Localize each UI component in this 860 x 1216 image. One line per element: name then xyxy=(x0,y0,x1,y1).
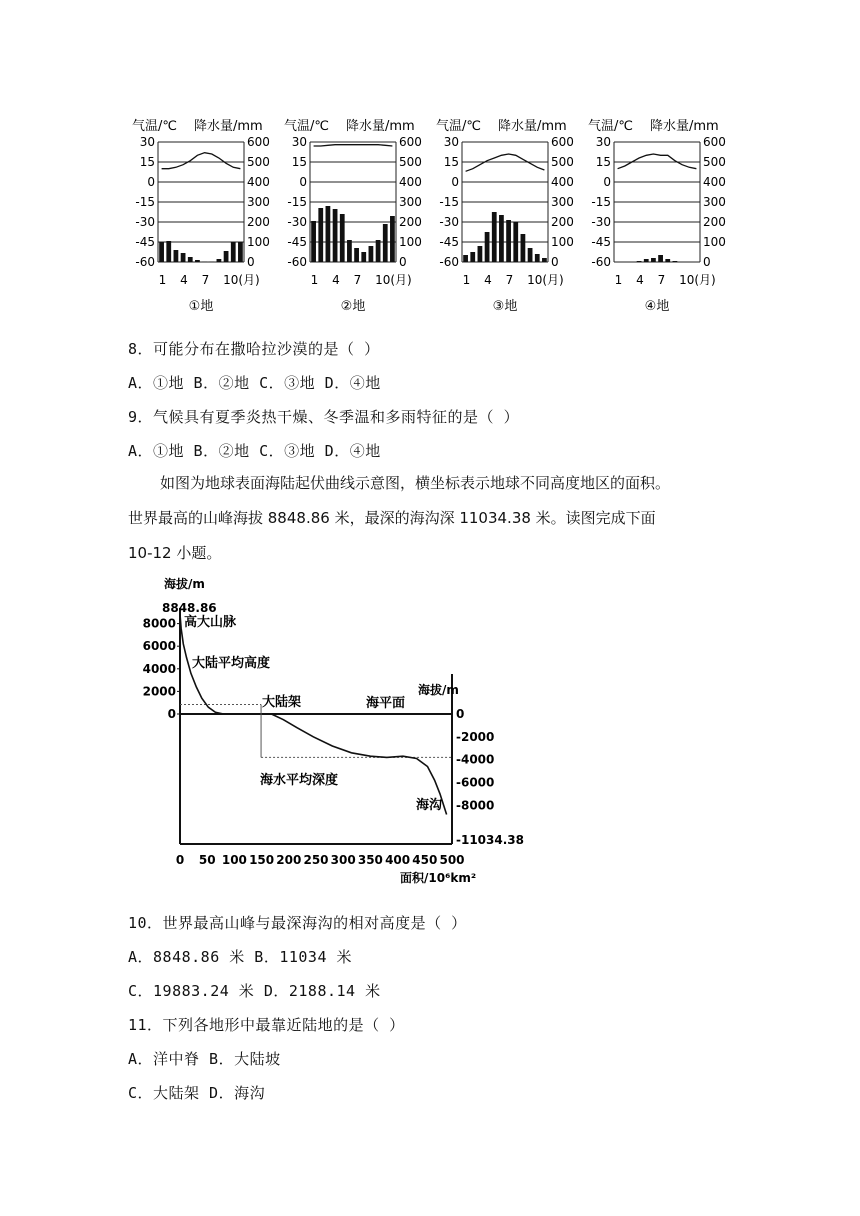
question-11: 11．下列各地形中最靠近陆地的是（ ） xyxy=(128,1016,405,1034)
precip-tick: 200 xyxy=(247,215,270,229)
precip-bar xyxy=(224,251,229,262)
precip-bar xyxy=(644,259,649,262)
intro-paragraph xyxy=(128,466,768,571)
precip-tick: 600 xyxy=(551,135,574,149)
precip-tick: 300 xyxy=(399,195,422,209)
precip-tick: 600 xyxy=(703,135,726,149)
temp-axis-label: 气温/℃ xyxy=(132,119,177,134)
month-tick: 4 xyxy=(484,273,492,287)
hypsometric-diagram xyxy=(142,574,524,894)
right-axis-title: 海拔/m xyxy=(418,683,459,697)
precip-bar xyxy=(499,215,504,262)
month-tick: 7 xyxy=(505,273,514,287)
temp-curve xyxy=(466,154,545,171)
precip-tick: 600 xyxy=(247,135,270,149)
precip-tick: 400 xyxy=(247,175,270,189)
chart-caption: ③地 xyxy=(492,299,518,314)
intro-line-2: 世界最高的山峰海拔 8848.86 米，最深的海沟深 11034.38 米。读图完成下面 xyxy=(128,509,656,527)
temp-tick: -15 xyxy=(135,195,155,209)
precip-bar xyxy=(492,212,497,262)
precip-bar xyxy=(376,240,381,262)
temp-tick: 30 xyxy=(595,135,611,149)
month-tick: 1 xyxy=(310,273,319,287)
left-tick: 2000 xyxy=(142,684,176,699)
precip-tick: 500 xyxy=(247,155,270,169)
precip-bar xyxy=(181,253,186,262)
precip-axis-label: 降水量/mm xyxy=(194,119,263,134)
question-11-options-1: A．洋中脊 B．大陆坡 xyxy=(128,1050,281,1068)
question-8-options: A．①地 B．②地 C．③地 D．④地 xyxy=(128,374,381,392)
month-tick: 4 xyxy=(636,273,644,287)
month-tick: 10(月) xyxy=(527,273,564,287)
right-tick: -4000 xyxy=(456,752,495,767)
temp-tick: -30 xyxy=(135,215,155,229)
month-tick: 4 xyxy=(332,273,340,287)
temp-tick: -15 xyxy=(439,195,459,209)
temp-curve xyxy=(618,154,697,169)
precip-tick: 0 xyxy=(399,255,407,269)
temp-tick: 15 xyxy=(595,155,611,169)
x-tick: 300 xyxy=(330,853,356,867)
climate-chart-4 xyxy=(588,118,726,314)
question-11-options-2: C．大陆架 D．海沟 xyxy=(128,1084,266,1102)
x-tick: 0 xyxy=(175,853,185,867)
precip-tick: 200 xyxy=(399,215,422,229)
precip-bar xyxy=(470,252,475,262)
label-shelf: 大陆架 xyxy=(262,695,302,710)
label-ocean-average: 海水平均深度 xyxy=(260,773,339,788)
x-tick: 150 xyxy=(249,853,275,867)
precip-bar xyxy=(347,240,352,262)
right-tick: -6000 xyxy=(456,775,495,790)
x-tick: 200 xyxy=(276,853,302,867)
temp-axis-label: 气温/℃ xyxy=(588,119,633,134)
precip-bar xyxy=(658,255,663,262)
temp-tick: -30 xyxy=(439,215,459,229)
precip-bar xyxy=(231,242,236,262)
precip-tick: 400 xyxy=(703,175,726,189)
question-10: 10．世界最高山峰与最深海沟的相对高度是（ ） xyxy=(128,914,467,932)
climate-chart-1 xyxy=(132,118,270,314)
precip-axis-label: 降水量/mm xyxy=(498,119,567,134)
precip-bar xyxy=(506,220,511,262)
question-10-options-2: C．19883.24 米 D．2188.14 米 xyxy=(128,982,381,1000)
precip-bar xyxy=(238,242,243,262)
temp-tick: -30 xyxy=(591,215,611,229)
precip-tick: 300 xyxy=(703,195,726,209)
temp-tick: -30 xyxy=(287,215,307,229)
left-tick: 8848.86 xyxy=(162,601,217,615)
question-9: 9．气候具有夏季炎热干燥、冬季温和多雨特征的是（ ） xyxy=(128,408,520,426)
temp-tick: 15 xyxy=(443,155,459,169)
precip-tick: 600 xyxy=(399,135,422,149)
right-tick: -11034.38 xyxy=(456,833,524,847)
precip-bar xyxy=(217,259,222,262)
precip-bar xyxy=(535,254,540,262)
x-axis-title: 面积/10⁶km² xyxy=(400,871,477,885)
precip-tick: 500 xyxy=(703,155,726,169)
climate-chart-3 xyxy=(436,118,574,314)
climate-charts xyxy=(128,112,768,324)
precip-bar xyxy=(478,246,483,262)
precip-tick: 100 xyxy=(551,235,574,249)
precip-bar xyxy=(326,206,331,262)
x-tick: 400 xyxy=(385,853,411,867)
label-land-average: 大陆平均高度 xyxy=(192,656,271,671)
chart-caption: ②地 xyxy=(340,299,366,314)
x-tick: 350 xyxy=(357,853,383,867)
temp-curve xyxy=(314,145,393,146)
x-tick: 500 xyxy=(439,853,465,867)
temp-tick: 30 xyxy=(139,135,155,149)
precip-tick: 500 xyxy=(399,155,422,169)
precip-bar xyxy=(340,214,345,262)
precip-bar xyxy=(361,252,366,262)
precip-axis-label: 降水量/mm xyxy=(650,119,719,134)
question-9-options: A．①地 B．②地 C．③地 D．④地 xyxy=(128,442,381,460)
precip-bar xyxy=(159,242,164,262)
x-tick: 450 xyxy=(412,853,438,867)
precip-bar xyxy=(521,234,526,262)
temp-tick: 0 xyxy=(603,175,611,189)
temp-tick: -45 xyxy=(439,235,459,249)
chart-caption: ④地 xyxy=(644,299,670,314)
intro-line-3: 10-12 小题。 xyxy=(128,544,222,562)
precip-bar xyxy=(528,248,533,262)
temp-tick: -45 xyxy=(135,235,155,249)
month-tick: 10(月) xyxy=(223,273,260,287)
precip-bar xyxy=(318,208,323,262)
precip-bar xyxy=(166,241,171,262)
left-axis-title: 海拔/m xyxy=(164,577,205,591)
precip-tick: 100 xyxy=(247,235,270,249)
precip-bar xyxy=(188,257,193,262)
precip-bar xyxy=(665,259,670,262)
temp-tick: 15 xyxy=(139,155,155,169)
temp-axis-label: 气温/℃ xyxy=(284,119,329,134)
precip-tick: 300 xyxy=(247,195,270,209)
label-sea-level: 海平面 xyxy=(366,696,406,711)
precip-bar xyxy=(369,246,374,262)
precip-bar xyxy=(311,221,316,262)
temp-tick: -15 xyxy=(287,195,307,209)
month-tick: 7 xyxy=(201,273,210,287)
precip-bar xyxy=(333,209,338,262)
precip-bar xyxy=(195,260,200,262)
temp-tick: -15 xyxy=(591,195,611,209)
precip-tick: 100 xyxy=(399,235,422,249)
left-tick: 6000 xyxy=(142,639,176,654)
temp-tick: -45 xyxy=(591,235,611,249)
precip-tick: 300 xyxy=(551,195,574,209)
label-mountain: 高大山脉 xyxy=(184,615,237,630)
precip-bar xyxy=(383,224,388,262)
temp-tick: 30 xyxy=(291,135,307,149)
temp-tick: -60 xyxy=(591,255,611,269)
precip-bar xyxy=(390,216,395,262)
left-tick: 8000 xyxy=(142,616,176,631)
right-tick: -8000 xyxy=(456,798,495,813)
precip-bar xyxy=(651,258,656,262)
month-tick: 1 xyxy=(158,273,167,287)
temp-curve xyxy=(162,153,241,169)
precip-tick: 100 xyxy=(703,235,726,249)
precip-bar xyxy=(637,261,642,262)
temp-tick: -60 xyxy=(135,255,155,269)
precip-tick: 0 xyxy=(703,255,711,269)
precip-tick: 500 xyxy=(551,155,574,169)
precip-tick: 200 xyxy=(703,215,726,229)
temp-tick: -60 xyxy=(287,255,307,269)
right-tick: 0 xyxy=(456,707,465,721)
intro-line-1: 如图为地球表面海陆起伏曲线示意图，横坐标表示地球不同高度地区的面积。 xyxy=(160,474,671,492)
temp-tick: -60 xyxy=(439,255,459,269)
left-tick: 4000 xyxy=(142,661,176,676)
question-10-options-1: A．8848.86 米 B．11034 米 xyxy=(128,948,353,966)
precip-tick: 400 xyxy=(551,175,574,189)
precip-bar xyxy=(354,248,359,262)
temp-axis-label: 气温/℃ xyxy=(436,119,481,134)
left-tick: 0 xyxy=(167,707,176,721)
month-tick: 1 xyxy=(614,273,623,287)
x-tick: 100 xyxy=(221,853,247,867)
month-tick: 4 xyxy=(180,273,188,287)
precip-tick: 0 xyxy=(551,255,559,269)
precip-bar xyxy=(174,250,179,262)
month-tick: 1 xyxy=(462,273,471,287)
precip-tick: 400 xyxy=(399,175,422,189)
x-tick: 250 xyxy=(303,853,329,867)
month-tick: 7 xyxy=(657,273,666,287)
precip-tick: 200 xyxy=(551,215,574,229)
month-tick: 10(月) xyxy=(375,273,412,287)
right-tick: -2000 xyxy=(456,729,495,744)
month-tick: 10(月) xyxy=(679,273,716,287)
chart-caption: ①地 xyxy=(188,299,214,314)
climate-chart-2 xyxy=(284,118,422,314)
precip-bar xyxy=(485,232,490,262)
precip-bar xyxy=(673,261,678,262)
month-tick: 7 xyxy=(353,273,362,287)
label-trench: 海沟 xyxy=(416,798,443,813)
temp-tick: 30 xyxy=(443,135,459,149)
question-8: 8．可能分布在撒哈拉沙漠的是（ ） xyxy=(128,340,380,358)
precip-bar xyxy=(463,255,468,262)
precip-bar xyxy=(542,258,547,262)
precip-tick: 0 xyxy=(247,255,255,269)
precip-bar xyxy=(513,222,518,262)
temp-tick: -45 xyxy=(287,235,307,249)
precip-axis-label: 降水量/mm xyxy=(346,119,415,134)
x-tick: 50 xyxy=(198,853,216,867)
temp-tick: 0 xyxy=(147,175,155,189)
temp-tick: 15 xyxy=(291,155,307,169)
temp-tick: 0 xyxy=(451,175,459,189)
temp-tick: 0 xyxy=(299,175,307,189)
